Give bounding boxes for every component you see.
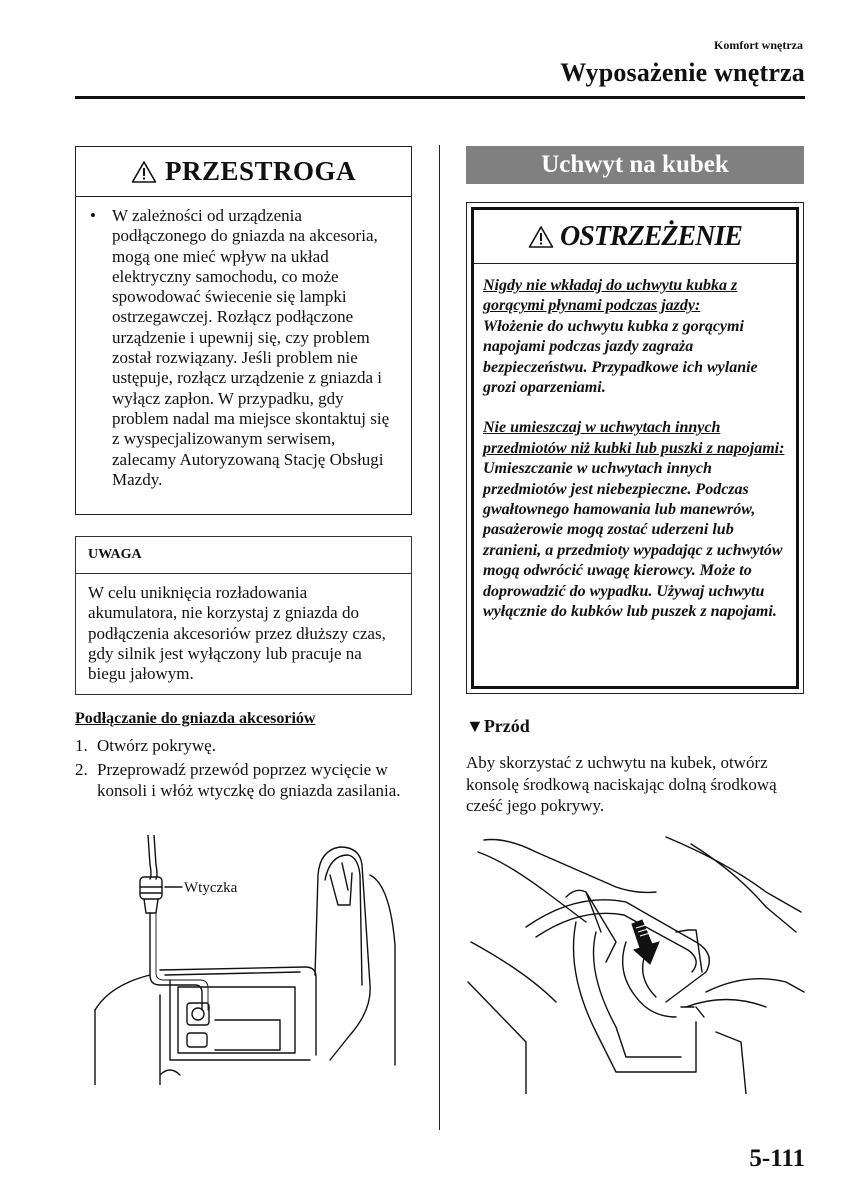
warning-header [474, 210, 796, 264]
warning-title: OSTRZEŻENIE [560, 220, 742, 252]
step-text: Otwórz pokrywę. [97, 736, 216, 755]
front-text: Aby skorzystać z uchwytu na kubek, otwórz konsolę środkową naciskając dolną środkową cześć jego pokrywy. [466, 753, 777, 815]
warning-subheading: Nie umieszczaj w uchwytach innych przedmiotów niż kubki lub puszki z napojami: [483, 419, 785, 457]
connecting-heading: Podłączanie do gniazda akcesoriów [75, 710, 316, 727]
front-heading: ▼Przód [466, 716, 530, 736]
warning-paragraph [483, 276, 786, 398]
column-divider [439, 145, 440, 1130]
accessory-socket-illustration [90, 835, 420, 1085]
warning-text: Umieszczanie w uchwytach innych przedmiotów jest niebezpieczne. Podczas gwałtownego hamowania lub manewrów, pasażerowie mogą zostać uderzeni lub zranieni, a przedmioty wypadając z uchwytów mogą odwrócić uwagę kierowcy. Może to doprowadzić do wypadku. Używaj uchwytu wyłącznie do kubków lub puszek z napojami. [483, 460, 783, 621]
step-number: 1. [75, 736, 88, 755]
note-box [75, 536, 412, 695]
caution-title: PRZESTROGA [164, 156, 357, 186]
warning-box [466, 202, 804, 694]
warning-paragraph [483, 418, 786, 622]
warning-subheading: Nigdy nie wkładaj do uchwytu kubka z gorącymi płynami podczas jazdy: [483, 277, 738, 315]
caution-box [75, 146, 412, 515]
cupholder-illustration [466, 832, 806, 1094]
page-number: 5-111 [749, 1145, 805, 1172]
header-rule [75, 96, 805, 99]
steps-list [75, 735, 415, 804]
plug-label: Wtyczka [184, 880, 238, 896]
page-title: Wyposażenie wnętrza [560, 58, 805, 87]
step-item [75, 735, 415, 756]
bullet-icon: • [90, 206, 96, 225]
step-text: Przeprowadź przewód poprzez wycięcie w konsoli i włóż wtyczkę do gniazda zasilania. [97, 760, 401, 800]
caution-header [76, 147, 411, 197]
warning-triangle-icon [131, 160, 157, 184]
step-item [75, 759, 415, 801]
warning-text: Włożenie do uchwytu kubka z gorącymi napojami podczas jazdy zagraża bezpieczeństwu. Przypadkowe ich wylanie grozi oparzeniami. [483, 317, 758, 397]
section-title-bar: Uchwyt na kubek [466, 146, 804, 184]
warning-triangle-icon [528, 225, 554, 249]
step-number: 2. [75, 760, 88, 779]
caution-bullet [88, 206, 399, 490]
caution-text: W zależności od urządzenia podłączonego do gniazda na akcesoria, mogą one mieć wpływ na układ elektryczny samochodu, co może spowodować świecenie się lampki ostrzegawczej. Rozłącz podłączone urządzenie i upewnij się, czy problem został rozwiązany. Jeśli problem nie ustępuje, rozłącz urządzenie z gniazda i wyłącz zapłon. W przypadku, gdy problem nadal ma miejsce skontaktuj się z wyspecjalizowanym serwisem, zalecamy Autoryzowaną Stację Obsługi Mazdy. [112, 206, 390, 489]
note-text: W celu uniknięcia rozładowania akumulatora, nie korzystaj z gniazda do podłączenia akcesoriów przez dłuższy czas, gdy silnik jest wyłączony lub pracuje na biegu jałowym. [88, 583, 386, 684]
note-title: UWAGA [76, 537, 411, 574]
section-label: Komfort wnętrza [714, 38, 803, 52]
